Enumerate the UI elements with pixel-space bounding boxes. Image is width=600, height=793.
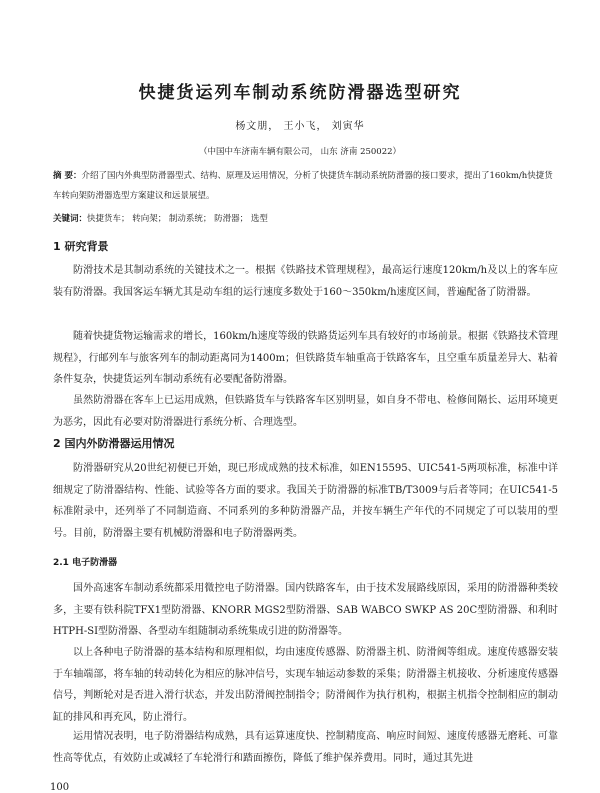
abstract — [53, 166, 558, 206]
page-number: 100 — [50, 782, 70, 793]
keywords-label: 关键词： — [53, 214, 88, 224]
paragraph-2-1: 防滑器研究从20世纪初便已开始，现已形成成熟的技术标准，如EN15595、UIC541-5两项标准，标准中详细规定了防滑器结构、性能、试验等各方面的要求。我国关于防滑器的标准TB/T3009与后者等同；在UIC541-5标准附录中，还列举了不同制造商、不同系列的多种防滑器产品，并按车辆生产年代的不同规定了可以装用的型号。目前，防滑器主要有机械防滑器和电子防滑器两类。 — [53, 463, 558, 539]
abstract-label: 摘 要： — [53, 171, 82, 181]
keywords-text: 快捷货车； 转向架； 制动系统； 防滑器； 选型 — [87, 214, 268, 224]
section-heading-2: 2 国内外防滑器运用情况 — [53, 437, 175, 450]
subsection-heading-2-1: 2.1 电子防滑器 — [53, 558, 118, 568]
paragraph-1-1: 防滑技术是其制动系统的关键技术之一。根据《铁路技术管理规程》，最高运行速度120km/h及以上的客车应装有防滑器。我国客运车辆尤其是动车组的运行速度多数处于160～350km/h速度区间，普遍配备了防滑器。 — [53, 265, 558, 298]
paragraph-2-1-1: 国外高速客车制动系统都采用微控电子防滑器。国内铁路客车，由于技术发展路线原因，采用的防滑器种类较多，主要有铁科院TFX1型防滑器、KNORR MGS2型防滑器、SAB WABCO SWKP AS 20C型防滑器、和利时HTPH-SI型防滑器、各型动车组随制动系统集成引进的防滑器等。 — [53, 583, 558, 637]
paragraph-2-1-3: 运用情况表明，电子防滑器结构成熟，具有运算速度快、控制精度高、响应时间短、速度传感器无磨耗、可靠性高等优点，有效防止或减轻了车轮滑行和踏面擦伤，降低了维护保养费用。同时，通过其先进 — [53, 731, 558, 764]
keywords — [53, 209, 558, 229]
abstract-text: 介绍了国内外典型防滑器型式、结构、原理及运用情况，分析了快捷货车制动系统防滑器的接口要求，提出了160km/h快捷货车转向架防滑器选型方案建议和远景展望。 — [53, 171, 553, 201]
affiliation: （中国中车济南车辆有限公司， 山东 济南 250022） — [198, 147, 402, 157]
paragraph-1-2: 随着快捷货物运输需求的增长，160km/h速度等级的铁路货运列车具有较好的市场前景。根据《铁路技术管理规程》，行邮列车与旅客列车的制动距离同为1400m；但铁路货车轴重高于铁路客车，且空重车质量差异大、粘着条件复杂，快捷货运列车制动系统有必要配备防滑器。 — [53, 331, 558, 385]
paragraph-1-3: 虽然防滑器在客车上已运用成熟，但铁路货车与铁路客车区别明显，如自身不带电、检修间隔长、运用环境更为恶劣，因此有必要对防滑器进行系统分析、合理选型。 — [53, 395, 558, 428]
paragraph-2-1-2: 以上各种电子防滑器的基本结构和原理相似，均由速度传感器、防滑器主机、防滑阀等组成。速度传感器安装于车轴端部，将车轴的转动转化为相应的脉冲信号，实现车轴运动参数的采集；防滑器主机接收、分析速度传感器信号，判断轮对是否进入滑行状态，并发出防滑阀控制指令；防滑阀作为执行机构，根据主机指令控制相应的制动缸的排风和再充风，防止滑行。 — [53, 647, 558, 723]
section-heading-1: 1 研究背景 — [53, 240, 109, 253]
paper-title: 快捷货运列车制动系统防滑器选型研究 — [138, 83, 462, 103]
author-list: 杨文朋， 王小飞， 刘寅华 — [235, 121, 365, 132]
